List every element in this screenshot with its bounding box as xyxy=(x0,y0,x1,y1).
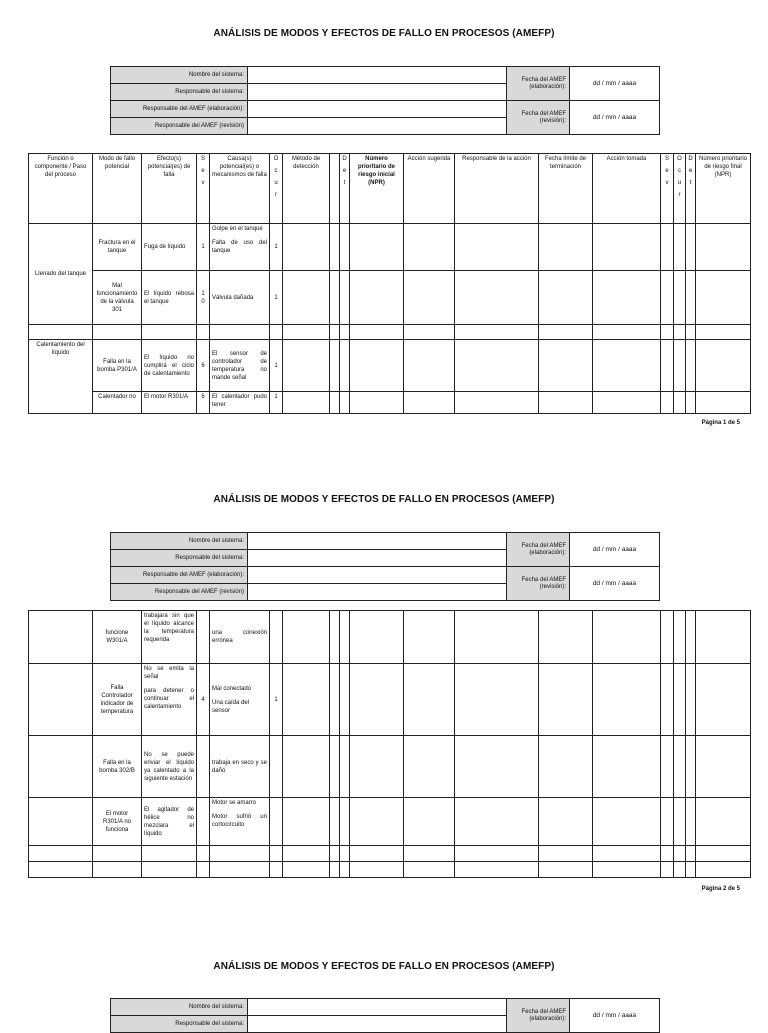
header-table xyxy=(110,532,660,601)
table-row xyxy=(29,736,751,798)
system-owner-field[interactable] xyxy=(248,84,507,101)
system-owner-label: Responsable del sistema: xyxy=(111,84,248,101)
col-sev: S e v xyxy=(197,154,210,224)
system-owner-field[interactable] xyxy=(248,550,507,567)
amef-owner-elab-field[interactable] xyxy=(248,101,507,118)
table-row xyxy=(29,325,751,340)
col-responsable: Responsable de la acción xyxy=(455,154,539,224)
sev-cell: 1 xyxy=(197,224,210,271)
ocur-cell: 1 xyxy=(270,224,283,271)
col-det2: D e t xyxy=(686,154,696,224)
table-row xyxy=(29,224,751,271)
date-elab-label: Fecha del AMEF (elaboración): xyxy=(507,999,570,1033)
causa-cell: Motor se amarro Motor sufrió un cortocircuito xyxy=(210,798,270,846)
system-name-field[interactable] xyxy=(248,999,507,1016)
col-funcion: Función o componente / Paso del proceso xyxy=(29,154,93,224)
document-title: ANÁLISIS DE MODOS Y EFECTOS DE FALLO EN PROCESOS (AMEFP) xyxy=(213,494,555,505)
efecto-cell: El líquido no cumplirá el ciclo de calentamiento xyxy=(142,340,197,392)
table-row xyxy=(29,611,751,664)
date-elab-field[interactable]: dd / mm / aaaa xyxy=(570,67,660,101)
date-elab-field[interactable]: dd / mm / aaaa xyxy=(570,533,660,567)
modo-cell: Falla Controlador indicador de temperatura xyxy=(93,664,142,736)
funcion-cell: Calentamiento del líquido xyxy=(29,340,93,414)
document-title: ANÁLISIS DE MODOS Y EFECTOS DE FALLO EN PROCESOS (AMEFP) xyxy=(213,961,555,972)
amef-owner-elab-label: Responsable del AMEF (elaboración): xyxy=(111,567,248,584)
col-accion-tomada: Acción tomada xyxy=(593,154,661,224)
page-footer: Página 2 de 5 xyxy=(701,886,740,892)
modo-cell: Falla en la bomba 302/B xyxy=(93,736,142,798)
header-table xyxy=(110,66,660,135)
header-table xyxy=(110,998,660,1033)
causa-cell: Mal conectado Una caída del sensor xyxy=(210,664,270,736)
date-rev-field[interactable]: dd / mm / aaaa xyxy=(570,101,660,135)
amef-owner-elab-label: Responsable del AMEF (elaboración): xyxy=(111,101,248,118)
col-metodo: Método de detección xyxy=(283,154,330,224)
sev-cell: 1 0 xyxy=(197,271,210,325)
efecto-cell: No se emita la señal para detener o continuar el calentamiento xyxy=(142,664,197,736)
table-row xyxy=(29,846,751,862)
system-owner-field[interactable] xyxy=(248,1016,507,1033)
system-name-label: Nombre del sistema: xyxy=(111,533,248,550)
ocur-cell: 1 xyxy=(270,664,283,736)
sev-cell: 6 xyxy=(197,392,210,414)
col-npr-final: Número prioritario de riesgo final (NPR) xyxy=(696,154,751,224)
table-row xyxy=(29,798,751,846)
efecto-cell: Fuga de líquido xyxy=(142,224,197,271)
system-name-label: Nombre del sistema: xyxy=(111,67,248,84)
causa-cell: trabaja en seco y se dañó xyxy=(210,736,270,798)
date-elab-field[interactable]: dd / mm / aaaa xyxy=(570,999,660,1033)
amef-table xyxy=(28,610,751,878)
date-rev-field[interactable]: dd / mm / aaaa xyxy=(570,567,660,601)
causa-cell: una conexión errónea xyxy=(210,611,270,664)
modo-cell: El motor R301/A no funciona xyxy=(93,798,142,846)
sev-cell: 4 xyxy=(197,664,210,736)
col-efecto: Efecto(s) potencial(es) de falla xyxy=(142,154,197,224)
document-title: ANÁLISIS DE MODOS Y EFECTOS DE FALLO EN PROCESOS (AMEFP) xyxy=(213,28,555,39)
system-name-field[interactable] xyxy=(248,533,507,550)
date-elab-label: Fecha del AMEF (elaboración): xyxy=(507,67,570,101)
efecto-cell: trabajara sin que el líquido alcance la temperatura requerida xyxy=(142,611,197,664)
col-fecha-limite: Fecha límite de terminación xyxy=(539,154,593,224)
sev-cell: 6 xyxy=(197,340,210,392)
modo-cell: Fractura en el tanque xyxy=(93,224,142,271)
table-row xyxy=(29,392,751,414)
date-elab-label: Fecha del AMEF (elaboración): xyxy=(507,533,570,567)
system-owner-label: Responsable del sistema: xyxy=(111,550,248,567)
date-rev-label: Fecha del AMEF (revisión): xyxy=(507,101,570,135)
modo-cell: Falla en la bomba P301/A xyxy=(93,340,142,392)
amef-owner-rev-label: Responsable del AMEF (revisión) xyxy=(111,118,248,135)
ocur-cell: 1 xyxy=(270,271,283,325)
date-rev-label: Fecha del AMEF (revisión): xyxy=(507,567,570,601)
col-ocur: O c u r xyxy=(270,154,283,224)
col-blank xyxy=(330,154,340,224)
col-causa: Causa(s) potencial(es) o mecanismos de falla xyxy=(210,154,270,224)
col-accion: Acción sugerida xyxy=(404,154,455,224)
efecto-cell: El agitador de hélice no mezclara el líquido xyxy=(142,798,197,846)
amef-owner-rev-field[interactable] xyxy=(248,118,507,135)
table-row xyxy=(29,862,751,878)
col-modo: Modo de fallo potencial xyxy=(93,154,142,224)
modo-cell: Mal funcionamiento de la válvula 301 xyxy=(93,271,142,325)
causa-cell: Válvula dañada xyxy=(210,271,270,325)
page-footer: Página 1 de 5 xyxy=(701,420,740,426)
funcion-cell: Llenado del tanque xyxy=(29,224,93,325)
col-sev2: S e v xyxy=(661,154,674,224)
amef-table xyxy=(28,153,751,414)
causa-cell: Golpe en el tanque Falta de uso del tanque xyxy=(210,224,270,271)
amef-owner-rev-label: Responsable del AMEF (revisión) xyxy=(111,584,248,601)
table-row xyxy=(29,664,751,736)
efecto-cell: El líquido rebosa el tanque xyxy=(142,271,197,325)
col-det: D e t xyxy=(340,154,350,224)
system-name-field[interactable] xyxy=(248,67,507,84)
efecto-cell: El motor R301/A xyxy=(142,392,197,414)
system-name-label: Nombre del sistema: xyxy=(111,999,248,1016)
col-npr-inicial: Número prioritario de riesgo inicial (NPR) xyxy=(350,154,404,224)
amef-owner-elab-field[interactable] xyxy=(248,567,507,584)
col-ocur2: O c u r xyxy=(674,154,686,224)
efecto-cell: No se puede enviar el líquido ya calentado a la siguiente estación xyxy=(142,736,197,798)
table-row xyxy=(29,340,751,392)
causa-cell: El sensor de controlador de temperatura no mande señal xyxy=(210,340,270,392)
amef-owner-rev-field[interactable] xyxy=(248,584,507,601)
modo-cell: funcione W301/A xyxy=(93,611,142,664)
modo-cell: Calentador no xyxy=(93,392,142,414)
ocur-cell: 1 xyxy=(270,340,283,392)
table-row xyxy=(29,271,751,325)
causa-cell: El calentador pudo tener xyxy=(210,392,270,414)
ocur-cell: 1 xyxy=(270,392,283,414)
system-owner-label: Responsable del sistema: xyxy=(111,1016,248,1033)
